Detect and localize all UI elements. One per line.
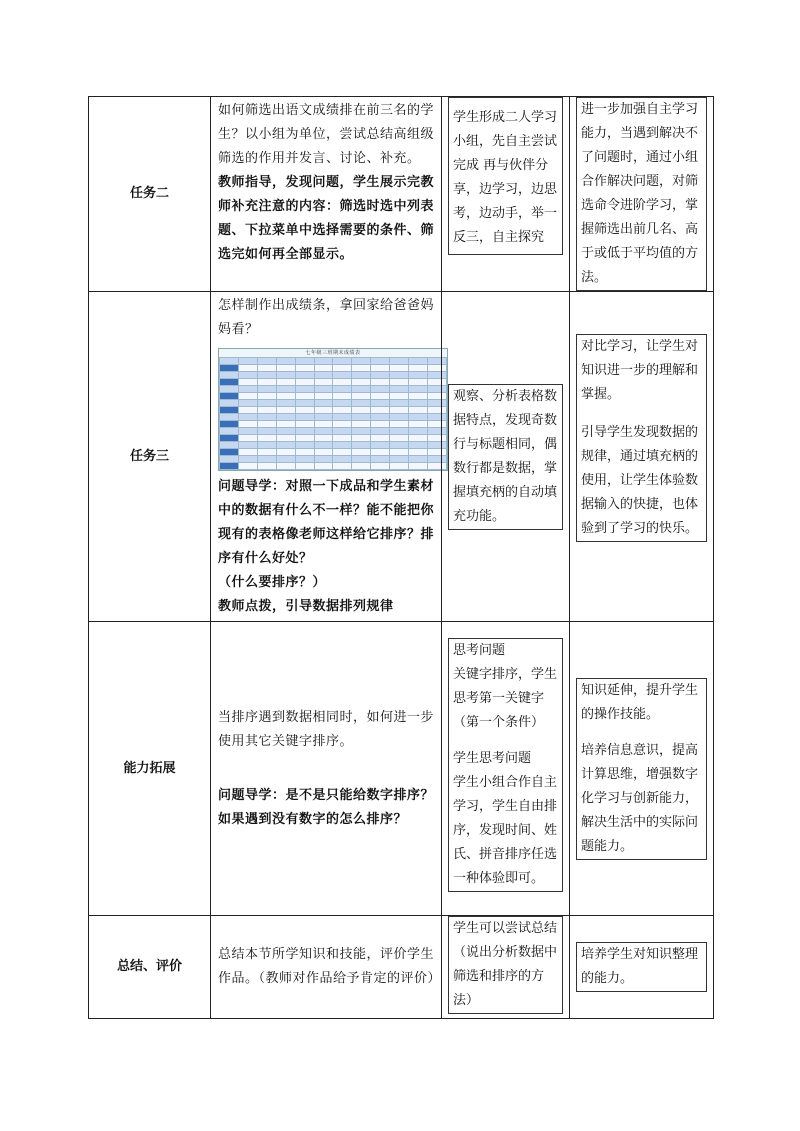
table-row xyxy=(89,292,714,622)
score-table-cell xyxy=(371,421,390,428)
guided-question-sub: （什么要排序？） xyxy=(218,575,327,590)
score-table-cell xyxy=(220,365,239,372)
score-table-cell xyxy=(295,365,314,372)
score-table-cell xyxy=(257,393,276,400)
student-activity-text: 思考问题 xyxy=(453,643,506,658)
purpose-text: 引导学生发现数据的规律，通过填充柄的使用，让学生体验数据输入的快捷，也体验到了学习的快乐。 xyxy=(581,425,699,536)
score-table-cell xyxy=(314,414,333,421)
score-table-cell xyxy=(220,435,239,442)
score-table-cell xyxy=(371,372,390,379)
score-table-cell xyxy=(352,449,371,456)
score-table-cell xyxy=(220,386,239,393)
score-table-cell xyxy=(238,463,257,470)
score-table-cell xyxy=(333,442,352,449)
score-table-cell xyxy=(371,456,390,463)
score-table-cell xyxy=(238,365,257,372)
score-table-title: 七年级三班期末成绩表 xyxy=(305,350,361,356)
content-cell xyxy=(211,622,442,916)
score-table-grid xyxy=(219,357,447,470)
lesson-plan-table xyxy=(88,96,714,1019)
student-activity-text: 观察、分析表格数据特点，发现奇数行与标题相同，偶数行都是数据，掌握填充柄的自动填充功能。 xyxy=(448,384,563,530)
score-table-cell xyxy=(220,372,239,379)
score-table-row xyxy=(220,456,447,463)
score-table-cell xyxy=(390,365,409,372)
score-table-cell xyxy=(409,393,428,400)
score-table-row xyxy=(220,442,447,449)
score-table-cell xyxy=(238,379,257,386)
score-table-cell xyxy=(409,421,428,428)
student-activity-text: 学生可以尝试总结（说出分析数据中筛选和排序的方法） xyxy=(448,916,563,1014)
score-table-cell xyxy=(371,386,390,393)
score-table-cell xyxy=(333,449,352,456)
score-table-cell xyxy=(295,435,314,442)
score-table-cell xyxy=(352,414,371,421)
score-table-cell xyxy=(238,456,257,463)
score-table-cell xyxy=(257,428,276,435)
score-table-cell xyxy=(276,428,295,435)
score-table-cell xyxy=(314,442,333,449)
score-table-cell xyxy=(390,428,409,435)
teacher-guidance-text: 教师指导，发现问题，学生展示完教师补充注意的内容：筛选时选中列表题、下拉菜单中选择需要的条件、筛选完如何再全部显示。 xyxy=(218,175,435,262)
score-table-cell xyxy=(333,456,352,463)
score-table-cell xyxy=(409,400,428,407)
score-table-cell xyxy=(276,379,295,386)
stage-label: 能力拓展 xyxy=(89,622,211,916)
score-table-cell xyxy=(390,421,409,428)
score-table-cell xyxy=(257,435,276,442)
score-table-cell xyxy=(390,414,409,421)
score-table-cell xyxy=(333,358,352,365)
purpose-text: 知识延伸，提升学生的操作技能。 xyxy=(581,682,699,722)
score-table-cell xyxy=(409,386,428,393)
score-table-cell xyxy=(409,365,428,372)
score-table-cell xyxy=(409,463,428,470)
content-cell xyxy=(211,97,442,292)
stage-label: 总结、评价 xyxy=(89,916,211,1019)
score-table-cell xyxy=(220,463,239,470)
score-table-cell xyxy=(314,428,333,435)
student-cell xyxy=(442,916,570,1019)
purpose-box xyxy=(576,334,707,542)
score-table-row xyxy=(220,372,447,379)
score-table-cell xyxy=(333,414,352,421)
score-table-cell xyxy=(295,449,314,456)
score-table-cell xyxy=(295,421,314,428)
score-table-cell xyxy=(276,386,295,393)
score-table-cell xyxy=(257,407,276,414)
score-table-cell xyxy=(220,400,239,407)
score-table-cell xyxy=(409,456,428,463)
score-table-cell xyxy=(333,365,352,372)
score-table-cell xyxy=(314,393,333,400)
score-table-cell xyxy=(371,463,390,470)
score-table-cell xyxy=(390,449,409,456)
score-table-cell xyxy=(352,407,371,414)
score-table-cell xyxy=(276,400,295,407)
score-table-cell xyxy=(257,421,276,428)
score-table-row xyxy=(220,414,447,421)
score-table-cell xyxy=(276,414,295,421)
score-table-cell xyxy=(276,421,295,428)
score-table-cell xyxy=(390,372,409,379)
score-table-cell xyxy=(390,379,409,386)
score-table-cell xyxy=(314,386,333,393)
content-text: 当排序遇到数据相同时，如何进一步使用其它关键字排序。 xyxy=(218,709,435,749)
score-table-cell xyxy=(333,400,352,407)
score-table-cell xyxy=(238,372,257,379)
score-table-cell xyxy=(352,428,371,435)
purpose-cell xyxy=(570,622,714,916)
score-table-cell xyxy=(409,428,428,435)
teacher-hint-text: 教师点拨，引导数据排列规律 xyxy=(218,599,394,614)
stage-label: 任务二 xyxy=(89,97,211,292)
score-table-cell xyxy=(220,379,239,386)
score-table-cell xyxy=(333,435,352,442)
score-table-cell xyxy=(390,463,409,470)
score-table-cell xyxy=(257,456,276,463)
score-table-cell xyxy=(276,365,295,372)
score-table-cell xyxy=(276,393,295,400)
purpose-cell xyxy=(570,916,714,1019)
score-table-cell xyxy=(352,442,371,449)
stage-label: 任务三 xyxy=(89,292,211,622)
content-text: 总结本节所学知识和技能，评价学生作品。（教师对作品给予肯定的评价） xyxy=(218,947,442,986)
score-table-cell xyxy=(238,407,257,414)
score-table-row xyxy=(220,379,447,386)
score-table-cell xyxy=(352,386,371,393)
score-table-cell xyxy=(257,449,276,456)
score-table-cell xyxy=(409,358,428,365)
purpose-cell xyxy=(570,97,714,292)
content-text: 如何筛选出语文成绩排在前三名的学生？以小组为单位，尝试总结高组级筛选的作用并发言、讨论、补充。 xyxy=(218,103,435,166)
score-table-cell xyxy=(390,358,409,365)
score-table-cell xyxy=(220,428,239,435)
score-table-cell xyxy=(238,435,257,442)
score-table-row xyxy=(220,386,447,393)
score-table-cell xyxy=(371,379,390,386)
score-table-image xyxy=(218,348,448,471)
student-activity-text: 关键字排序，学生思考第一关键字（第一个条件） xyxy=(453,667,558,730)
score-table-cell xyxy=(314,400,333,407)
score-table-cell xyxy=(390,407,409,414)
score-table-cell xyxy=(276,435,295,442)
score-table-row xyxy=(220,407,447,414)
score-table-cell xyxy=(314,463,333,470)
score-table-cell xyxy=(257,442,276,449)
score-table-cell xyxy=(371,428,390,435)
score-table-cell xyxy=(276,463,295,470)
score-table-cell xyxy=(333,407,352,414)
score-table-cell xyxy=(314,365,333,372)
purpose-text: 培养信息意识，提高计算思维，增强数字化学习与创新能力，解决生活中的实际问题能力。 xyxy=(581,742,699,854)
score-table-cell xyxy=(390,456,409,463)
score-table-cell xyxy=(371,400,390,407)
score-table-cell xyxy=(220,421,239,428)
score-table-cell xyxy=(314,379,333,386)
score-table-row xyxy=(220,435,447,442)
score-table-row xyxy=(220,365,447,372)
score-table-cell xyxy=(371,435,390,442)
score-table-cell xyxy=(333,428,352,435)
score-table-row xyxy=(220,393,447,400)
score-table-cell xyxy=(220,358,239,365)
content-cell xyxy=(211,292,442,622)
score-table-cell xyxy=(371,358,390,365)
score-table-cell xyxy=(295,386,314,393)
student-cell xyxy=(442,97,570,292)
content-cell xyxy=(211,916,442,1019)
score-table-cell xyxy=(371,414,390,421)
score-table-cell xyxy=(295,428,314,435)
score-table-cell xyxy=(333,463,352,470)
score-table-cell xyxy=(276,456,295,463)
score-table-cell xyxy=(314,372,333,379)
score-table-cell xyxy=(295,393,314,400)
score-table-cell xyxy=(276,442,295,449)
score-table-cell xyxy=(352,435,371,442)
score-table-cell xyxy=(371,365,390,372)
score-table-cell xyxy=(390,386,409,393)
student-activity-box xyxy=(448,638,563,892)
score-table-cell xyxy=(220,442,239,449)
score-table-row xyxy=(220,428,447,435)
score-table-cell xyxy=(295,379,314,386)
score-table-cell xyxy=(257,414,276,421)
score-table-cell xyxy=(238,386,257,393)
score-table-cell xyxy=(238,428,257,435)
score-table-cell xyxy=(371,449,390,456)
score-table-cell xyxy=(276,372,295,379)
score-table-cell xyxy=(220,407,239,414)
score-table-cell xyxy=(314,358,333,365)
score-table-cell xyxy=(409,379,428,386)
score-table-row xyxy=(220,463,447,470)
score-table-cell xyxy=(238,400,257,407)
student-activity-text: 学生思考问题 xyxy=(453,751,532,766)
score-table-cell xyxy=(295,463,314,470)
student-cell xyxy=(442,622,570,916)
score-table-cell xyxy=(220,449,239,456)
score-table-cell xyxy=(276,358,295,365)
score-table-cell xyxy=(371,407,390,414)
score-table-cell xyxy=(238,358,257,365)
purpose-box xyxy=(576,678,707,860)
score-table-cell xyxy=(409,435,428,442)
score-table-row xyxy=(220,421,447,428)
score-table-row xyxy=(220,358,447,365)
score-table-cell xyxy=(238,421,257,428)
score-table-cell xyxy=(352,358,371,365)
guided-question-text: 问题导学：是不是只能给数字排序？如果遇到没有数字的怎么排序？ xyxy=(218,787,435,827)
score-table-cell xyxy=(352,379,371,386)
score-table-cell xyxy=(238,393,257,400)
score-table-cell xyxy=(409,449,428,456)
score-table-cell xyxy=(314,449,333,456)
score-table-row xyxy=(220,400,447,407)
score-table-cell xyxy=(257,358,276,365)
score-table-cell xyxy=(238,414,257,421)
score-table-cell xyxy=(276,449,295,456)
score-table-cell xyxy=(220,393,239,400)
guided-question-text: 问题导学：对照一下成品和学生素材中的数据有什么不一样？能不能把你现有的表格像老师这样给它排序？排序有什么好处？ xyxy=(218,479,435,566)
score-table-cell xyxy=(238,442,257,449)
score-table-cell xyxy=(295,442,314,449)
score-table-cell xyxy=(333,393,352,400)
score-table-cell xyxy=(371,442,390,449)
score-table-cell xyxy=(390,400,409,407)
score-table-cell xyxy=(352,463,371,470)
score-table-cell xyxy=(390,393,409,400)
score-table-cell xyxy=(409,372,428,379)
score-table-cell xyxy=(333,379,352,386)
score-table-cell xyxy=(333,372,352,379)
score-table-cell xyxy=(409,442,428,449)
table-row xyxy=(89,622,714,916)
score-table-cell xyxy=(295,372,314,379)
content-text: 怎样制作出成绩条，拿回家给爸爸妈妈看？ xyxy=(218,298,435,337)
student-activity-text: 学生小组合作自主学习，学生自由排序，发现时间、姓氏、拼音排序任选一种体验即可。 xyxy=(453,775,558,886)
purpose-text: 培养学生对知识整理的能力。 xyxy=(576,942,707,992)
student-activity-text: 学生形成二人学习小组，先自主尝试完成 再与伙伴分享，边学习，边思考，边动手，举一反三，自主探究 xyxy=(448,97,563,255)
score-table-cell xyxy=(295,414,314,421)
score-table-cell xyxy=(257,463,276,470)
score-table-cell xyxy=(390,435,409,442)
score-table-cell xyxy=(257,386,276,393)
score-table-cell xyxy=(390,442,409,449)
score-table-cell xyxy=(314,456,333,463)
score-table-cell xyxy=(257,379,276,386)
score-table-cell xyxy=(295,456,314,463)
score-table-cell xyxy=(409,407,428,414)
score-table-cell xyxy=(257,400,276,407)
score-table-cell xyxy=(295,358,314,365)
score-table-cell xyxy=(371,393,390,400)
score-table-cell xyxy=(352,400,371,407)
score-table-cell xyxy=(352,365,371,372)
score-table-cell xyxy=(352,372,371,379)
score-table-cell xyxy=(295,407,314,414)
score-table-cell xyxy=(333,421,352,428)
score-table-cell xyxy=(257,372,276,379)
table-row xyxy=(89,916,714,1019)
score-table-cell xyxy=(276,407,295,414)
score-table-cell xyxy=(257,365,276,372)
purpose-cell xyxy=(570,292,714,622)
score-table-cell xyxy=(238,449,257,456)
score-table-cell xyxy=(295,400,314,407)
purpose-text: 进一步加强自主学习能力，当遇到解决不了问题时，通过小组合作解决问题，对筛选命令进阶学习，掌握筛选出前几名、高于或低于平均值的方法。 xyxy=(576,97,707,291)
score-table-cell xyxy=(314,407,333,414)
purpose-text: 对比学习，让学生对知识进一步的理解和掌握。 xyxy=(581,339,699,402)
table-row xyxy=(89,97,714,292)
score-table-cell xyxy=(314,421,333,428)
score-table-cell xyxy=(220,456,239,463)
score-table-cell xyxy=(409,414,428,421)
score-table-row xyxy=(220,449,447,456)
student-cell xyxy=(442,292,570,622)
score-table-cell xyxy=(352,456,371,463)
score-table-cell xyxy=(333,386,352,393)
score-table-cell xyxy=(352,421,371,428)
score-table-cell xyxy=(352,393,371,400)
score-table-cell xyxy=(220,414,239,421)
score-table-cell xyxy=(314,435,333,442)
